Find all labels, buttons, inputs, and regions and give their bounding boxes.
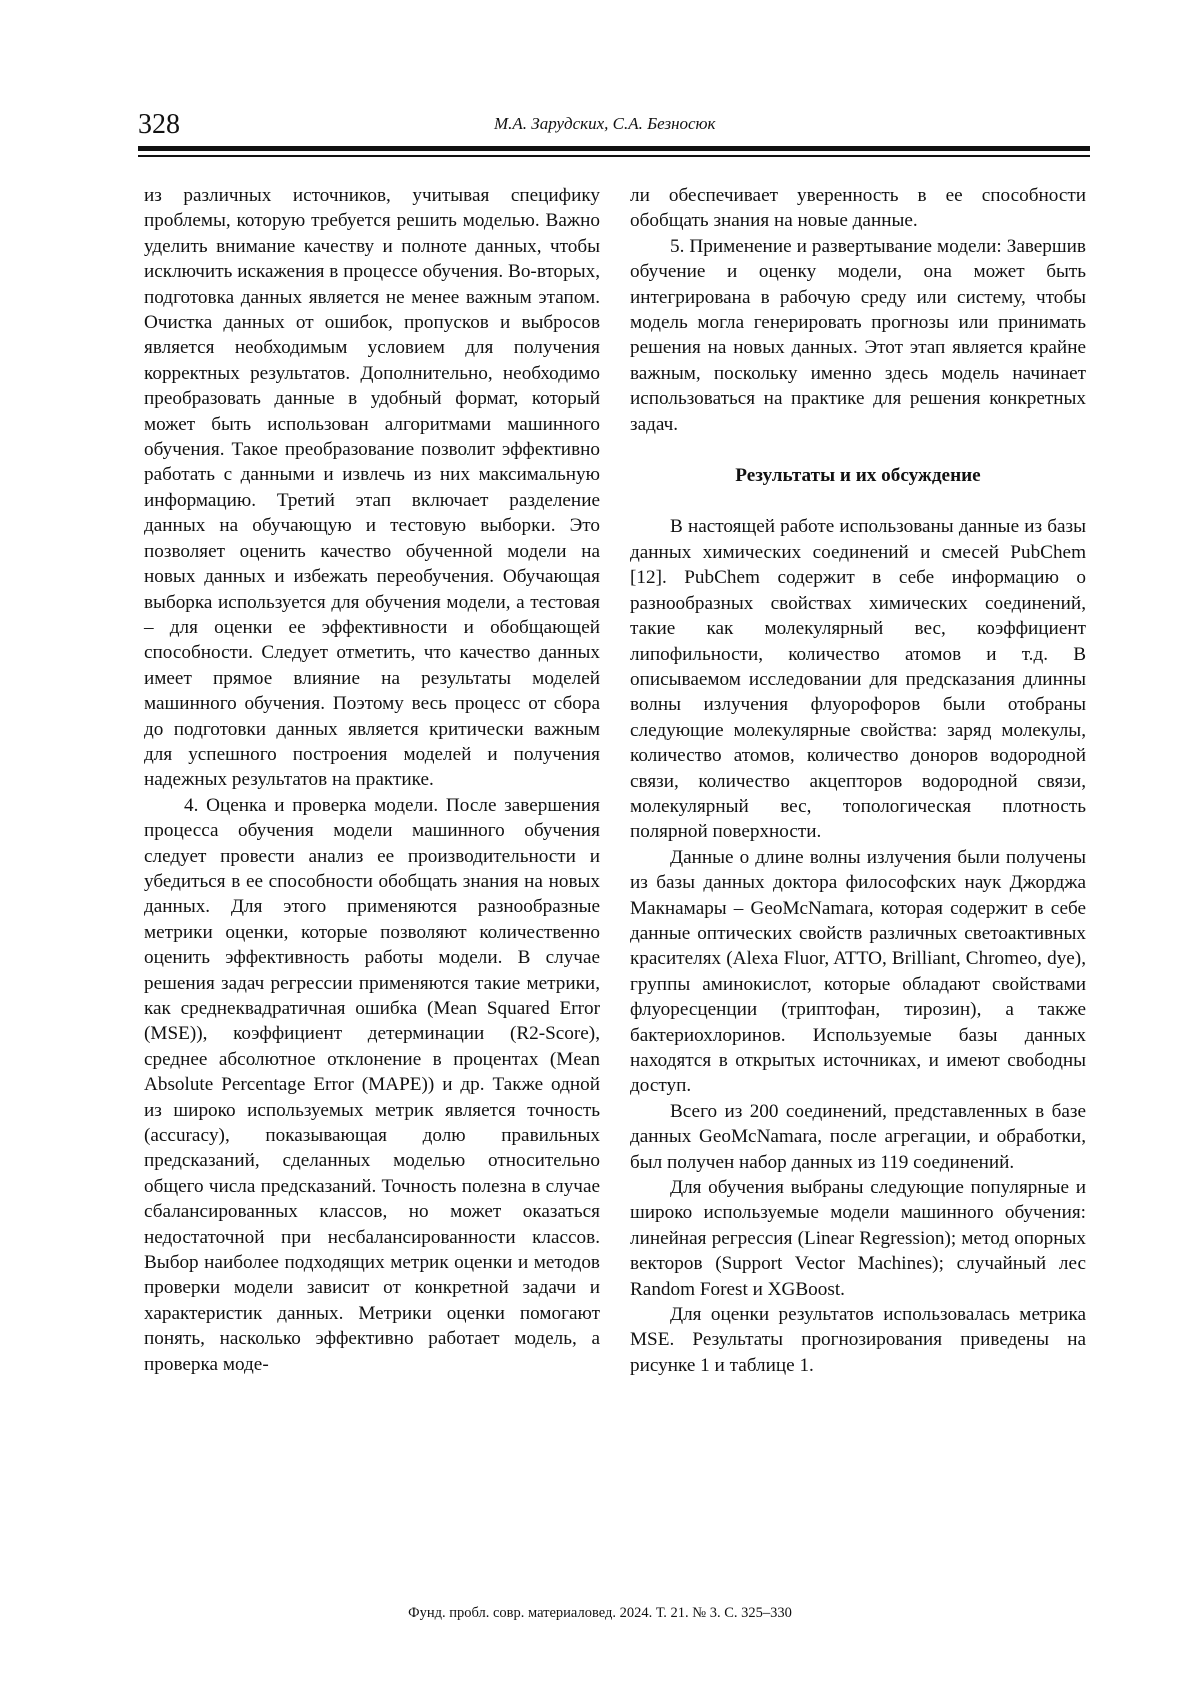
right-column [630, 183, 1086, 1378]
paragraph: ли обеспечивает уверенность в ее способности обобщать знания на новые данные. [630, 185, 1086, 232]
journal-footer: Фунд. пробл. совр. материаловед. 2024. Т. 21. № 3. С. 325–330 [408, 1605, 792, 1621]
paragraph: Всего из 200 соединений, представленных в базе данных GeoMcNamara, после агрегации, и обработки, был получен набор данных из 119 соединений. [630, 1100, 1086, 1173]
paragraph: Для обучения выбраны следующие популярные и широко используемые модели машинного обучения: линейная регрессия (Linear Regression); метод опорных векторов (Support Vector Machines); случайный лес Random Forest и XGBoost. [630, 1177, 1086, 1300]
page-number: 328 [138, 109, 180, 140]
header-rule-thin [138, 155, 1090, 157]
left-column [144, 183, 600, 1377]
section-heading: Результаты и их обсуждение [735, 465, 981, 487]
paragraph: 5. Применение и развертывание модели: Завершив обучение и оценку модели, она может быть интегрирована в рабочую среду или систему, чтобы модель могла генерировать прогнозы или принимать решения на новых данных. Этот этап является крайне важным, поскольку именно здесь модель начинает использоваться на практике для решения конкретных задач. [630, 235, 1086, 435]
header-rule-thick [138, 146, 1090, 151]
paragraph: Для оценки результатов использовалась метрика MSE. Результаты прогнозирования приведены на рисунке 1 и таблице 1. [630, 1304, 1086, 1376]
running-header [138, 108, 1090, 146]
paragraph: 4. Оценка и проверка модели. После завершения процесса обучения модели машинного обучения следует провести анализ ее производительности и убедиться в ее способности обобщать знания на новых данных. Для этого применяются разнообразные метрики оценки, которые позволяют количественно оценить эффективность работы модели. В случае решения задач регрессии применяются такие метрики, как среднеквадратичная ошибка (Mean Squared Error (MSE)), коэффициент детерминации (R2-Score), среднее абсолютное отклонение в процентах (Mean Absolute Percentage Error (MAPE)) и др. Также одной из широко используемых метрик является точность (accuracy), показывающая долю правильных предсказаний, сделанных моделью относительно общего числа предсказаний. Точность полезна в случае сбалансированных классов, но может оказаться недостаточной при несбалансированности классов. Выбор наиболее подходящих метрик оценки и методов проверки модели зависит от конкретной задачи и характеристик данных. Метрики оценки помогают понять, насколько эффективно работает модель, а проверка моде- [144, 794, 600, 1375]
paragraph: из различных источников, учитывая специфику проблемы, которую требуется решить моделью. Важно уделить внимание качеству и полноте данных, чтобы исключить искажения в процессе обучения. Во-вторых, подготовка данных является не менее важным этапом. Очистка данных от ошибок, пропусков и выбросов является необходимым условием для получения корректных результатов. Дополнительно, необходимо преобразовать данные в удобный формат, который может быть использован алгоритмами машинного обучения. Такое преобразование позволит эффективно работать с данными и извлечь из них максимальную информацию. Третий этап включает разделение данных на обучающую и тестовую выборки. Это позволяет оценить качество обученной модели на новых данных и избежать переобучения. Обучающая выборка используется для обучения модели, а тестовая – для оценки ее эффективности и обобщающей способности. Следует отметить, что качество данных имеет прямое влияние на результаты моделей машинного обучения. Поэтому весь процесс от сбора до подготовки данных является критически важным для успешного построения моделей и получения надежных результатов на практике. [144, 185, 600, 791]
running-head-authors: М.А. Зарудских, С.А. Безносюк [494, 114, 716, 133]
paragraph: Данные о длине волны излучения были получены из базы данных доктора философских наук Джорджа Макнамары – GeoMcNamara, которая содержит в себе данные оптических свойств различных светоактивных красителях (Alexa Fluor, ATTO, Brilliant, Chromeo, dye), группы аминокислот, которые обладают свойствами флуоресценции (триптофан, тирозин), а также бактериохлоринов. Используемые базы данных находятся в открытых источниках, и имеют свободны доступ. [630, 846, 1086, 1097]
paragraph: В настоящей работе использованы данные из базы данных химических соединений и смесей PubChem [12]. PubChem содержит в себе информацию о разнообразных свойствах химических соединений, такие как молекулярный вес, коэффициент липофильности, количество атомов и т.д. В описываемом исследовании для предсказания длинны волны излучения флуорофоров были отобраны следующие молекулярные свойства: заряд молекулы, количество атомов, количество доноров водородной связи, количество акцепторов водородной связи, молекулярный вес, топологическая плотность полярной поверхности. [630, 516, 1086, 843]
